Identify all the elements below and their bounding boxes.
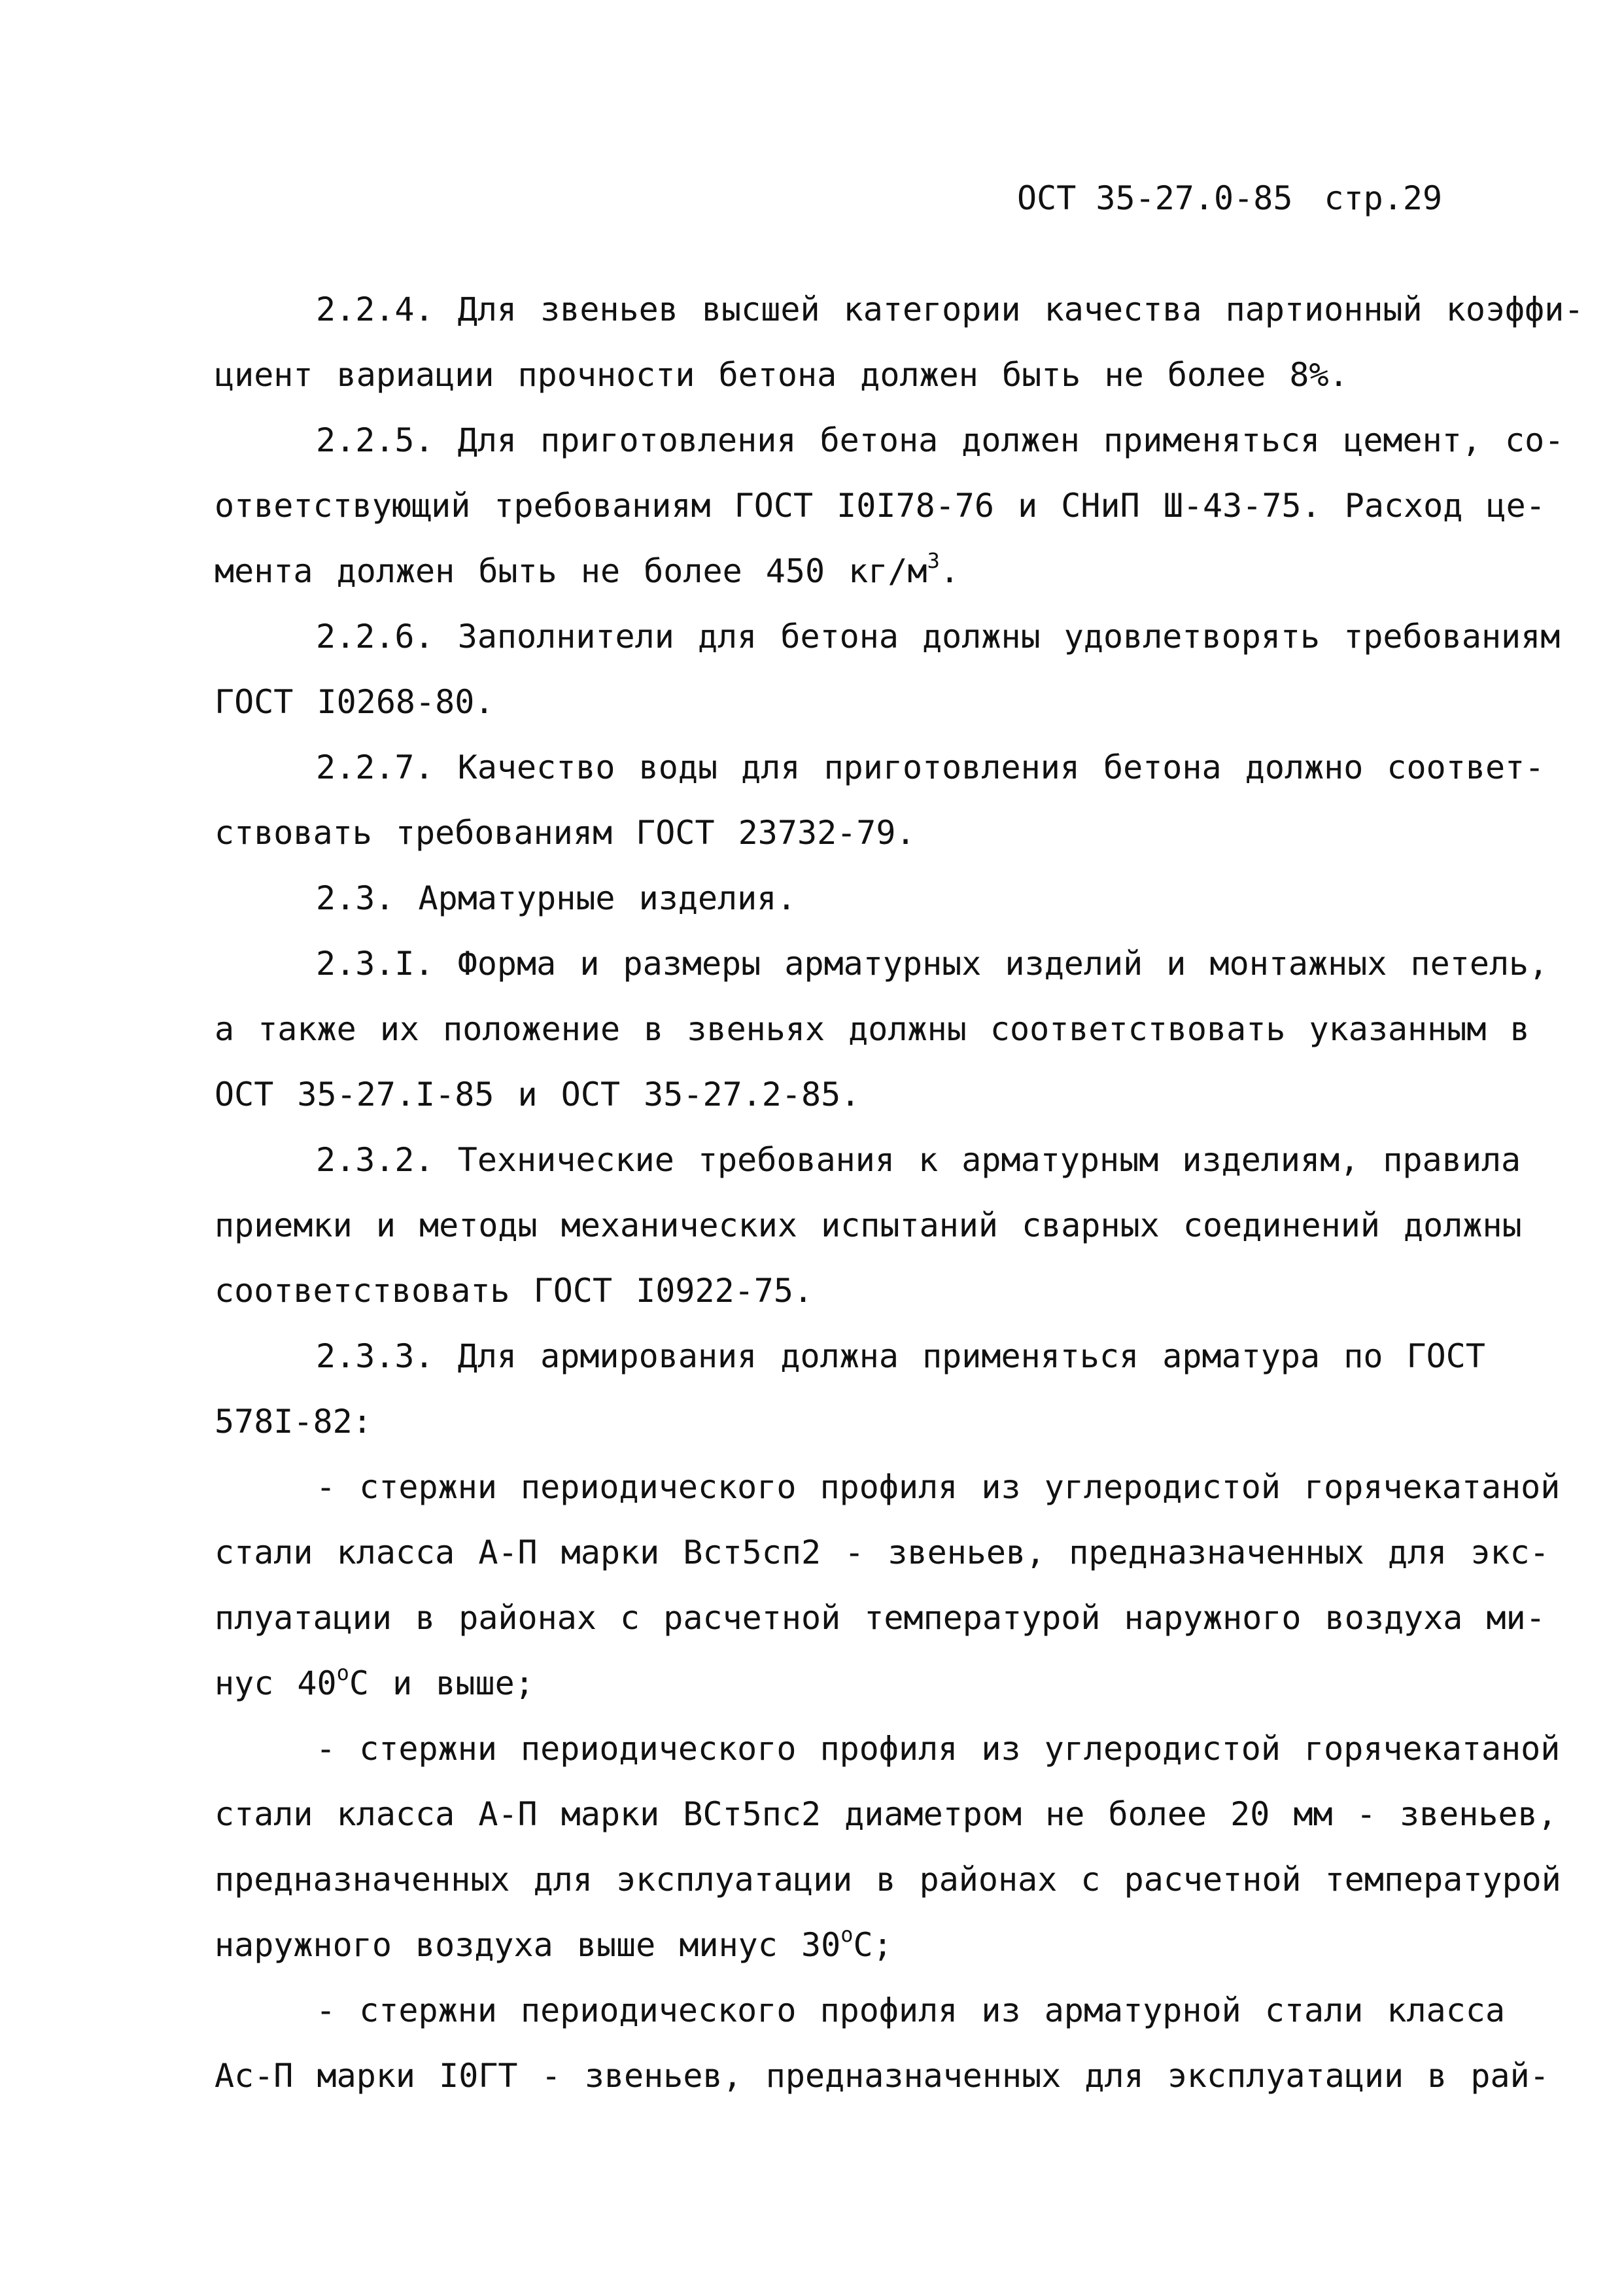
paragraph-line: 2.2.7. Качество воды для приготовления бетона должно соответ- <box>316 748 1545 786</box>
document-body <box>215 277 1584 2109</box>
line-text: наружного воздуха выше минус 30 <box>215 1926 841 1964</box>
line-text-end: . <box>939 552 959 590</box>
degree-superscript: о <box>336 1660 349 1685</box>
document-code: ОСТ 35-27.0-85 <box>1017 179 1293 217</box>
superscript-3: 3 <box>927 548 940 573</box>
paragraph-line: ответствующий требованиям ГОСТ I0I78-76 и СНиП Ш-43-75. Расход це- <box>215 487 1546 525</box>
paragraph-line: приемки и методы механических испытаний сварных соединений должны <box>215 1206 1522 1244</box>
paragraph-line: 2.2.5. Для приготовления бетона должен применяться цемент, со- <box>316 421 1564 459</box>
paragraph-line: соответствовать ГОСТ I0922-75. <box>215 1272 814 1310</box>
paragraph-line: 2.3.3. Для армирования должна применяться арматура по ГОСТ <box>316 1337 1485 1375</box>
paragraph-line: 2.3.2. Технические требования к арматурным изделиям, правила <box>316 1141 1521 1179</box>
list-item-line: стали класса А-П марки ВСт5пс2 диаметром не более 20 мм - звеньев, <box>215 1795 1557 1833</box>
page-number: стр.29 <box>1324 179 1443 217</box>
line-text: нус 40 <box>215 1664 337 1702</box>
paragraph-line: 2.3.I. Форма и размеры арматурных изделий и монтажных петель, <box>316 945 1549 983</box>
list-item-line <box>215 1912 1572 1978</box>
section-heading: 2.3. Арматурные изделия. <box>316 879 797 917</box>
degree-superscript: о <box>840 1922 854 1947</box>
list-item-line: предназначенных для эксплуатации в районах с расчетной температурой <box>215 1861 1561 1899</box>
line-text: мента должен быть не более 450 кг/м <box>215 552 927 590</box>
paragraph-line: 578I-82: <box>215 1403 372 1441</box>
paragraph-line: 2.2.4. Для звеньев высшей категории качества партионный коэффи- <box>316 290 1584 328</box>
list-item-line: плуатации в районах с расчетной температурой наружного воздуха ми- <box>215 1599 1546 1637</box>
paragraph-line: циент вариации прочности бетона должен быть не более 8%. <box>215 356 1349 394</box>
paragraph-line: ствовать требованиям ГОСТ 23732-79. <box>215 814 916 852</box>
line-text-end: С и выше; <box>349 1664 534 1702</box>
list-item-line: стали класса А-П марки Вст5сп2 - звеньев, предназначенных для экс- <box>215 1533 1549 1571</box>
paragraph-line: ОСТ 35-27.I-85 и ОСТ 35-27.2-85. <box>215 1076 861 1113</box>
paragraph-line: а также их положение в звеньях должны соответствовать указанным в <box>215 1010 1530 1048</box>
page-header <box>1017 175 1475 221</box>
paragraph-line: ГОСТ I0268-80. <box>215 683 494 721</box>
list-item-line <box>215 1651 1572 1716</box>
list-item-line: - стержни периодического профиля из углеродистой горячекатаной <box>316 1468 1561 1506</box>
paragraph-line <box>215 538 1572 604</box>
list-item-line: - стержни периодического профиля из арматурной стали класса <box>316 1991 1506 2029</box>
paragraph-line: 2.2.6. Заполнители для бетона должны удовлетворять требованиям <box>316 618 1561 656</box>
list-item-line: - стержни периодического профиля из углеродистой горячекатаной <box>316 1730 1561 1768</box>
list-item-line: Ас-П марки I0ГТ - звеньев, предназначенных для эксплуатации в рай- <box>215 2057 1549 2095</box>
line-text-end: С; <box>853 1926 893 1964</box>
